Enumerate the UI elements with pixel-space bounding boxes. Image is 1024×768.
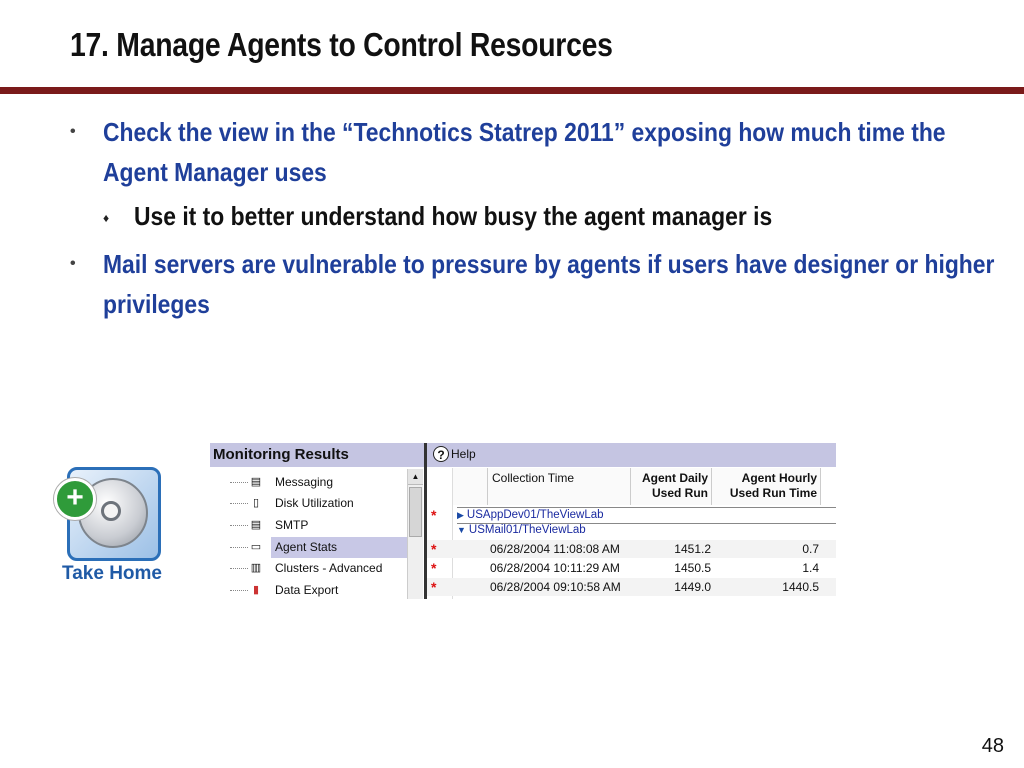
expand-arrow-icon[interactable]: ▶ xyxy=(457,510,464,520)
bullet-text: Check the view in the “Technotics Statrep 2011” exposing how much time the Agent Manager uses xyxy=(103,117,946,187)
navigator-pane xyxy=(210,443,424,599)
agent-stats-icon: ▭ xyxy=(250,541,262,553)
data-export-icon: ▮ xyxy=(252,584,260,596)
sub-bullet-text: Use it to better understand how busy the agent manager is xyxy=(134,201,773,231)
bullet-marker: • xyxy=(70,255,76,272)
table-row[interactable]: * 06/28/2004 09:10:58 AM 1449.0 1440.5 xyxy=(427,578,836,596)
title-divider xyxy=(0,87,1024,94)
group-usappdev01[interactable]: ▶ USAppDev01/TheViewLab xyxy=(457,507,836,524)
disk-icon: ▯ xyxy=(252,497,260,509)
collapse-arrow-icon[interactable]: ▼ xyxy=(457,525,466,535)
sub-bullet-item xyxy=(70,194,970,238)
slide-title: 17. Manage Agents to Control Resources xyxy=(70,26,613,63)
monitoring-results-header: Monitoring Results xyxy=(210,443,424,467)
nav-item-data-export[interactable]: ▮ Data Export xyxy=(210,580,410,599)
nav-item-disk-utilization[interactable]: ▯ Disk Utilization xyxy=(210,493,410,514)
bullet-marker: • xyxy=(70,123,76,140)
take-home-label: Take Home xyxy=(62,563,162,584)
navigator-scrollbar[interactable] xyxy=(407,469,423,599)
results-pane xyxy=(427,443,836,599)
help-icon[interactable]: ? xyxy=(433,446,449,462)
cd-hole xyxy=(101,501,121,521)
nav-item-smtp[interactable]: ▤ SMTP xyxy=(210,515,410,536)
nav-item-agent-stats[interactable]: ▭ Agent Stats xyxy=(210,537,410,558)
nav-item-clusters-advanced[interactable]: ▥ Clusters - Advanced xyxy=(210,558,410,579)
column-header-agent-hourly[interactable]: Agent Hourly Used Run Time xyxy=(712,468,821,505)
table-row[interactable]: * 06/28/2004 11:08:08 AM 1451.2 0.7 xyxy=(427,540,836,558)
plus-icon: + xyxy=(54,478,96,520)
page-number: 48 xyxy=(981,735,1004,757)
bullet-text: Mail servers are vulnerable to pressure by agents if users have designer or higher privileges xyxy=(103,249,995,319)
group-row[interactable]: * xyxy=(431,507,437,523)
column-header-blank[interactable] xyxy=(453,468,488,505)
help-button[interactable]: Help xyxy=(451,447,476,461)
table-row[interactable]: * 06/28/2004 10:11:29 AM 1450.5 1.4 xyxy=(431,560,819,576)
scroll-up-icon[interactable]: ▲ xyxy=(408,469,423,485)
sub-bullet-marker: ♦ xyxy=(103,211,110,225)
messaging-icon: ▤ xyxy=(250,476,262,488)
bullet-item xyxy=(70,112,970,192)
bullet-list xyxy=(70,112,995,326)
column-header-agent-daily[interactable]: Agent Daily Used Run xyxy=(631,468,712,505)
column-header-collection-time[interactable]: Collection Time xyxy=(488,468,631,505)
scroll-thumb[interactable] xyxy=(409,487,422,537)
clusters-icon: ▥ xyxy=(250,562,262,574)
group-usmail01[interactable]: ▼ USMail01/TheViewLab xyxy=(457,524,586,536)
results-toolbar xyxy=(427,443,836,467)
take-home-badge xyxy=(52,465,172,590)
nav-item-messaging[interactable]: ▤ Messaging xyxy=(210,472,410,493)
smtp-icon: ▤ xyxy=(250,519,262,531)
monitoring-screenshot xyxy=(210,443,836,599)
bullet-item xyxy=(70,244,995,324)
